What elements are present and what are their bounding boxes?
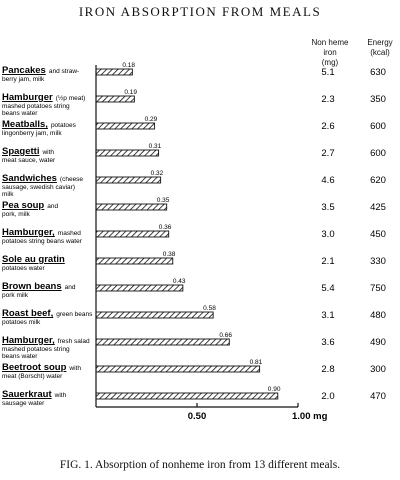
meal-row: [2, 359, 386, 380]
nonheme-iron-value: 2.6: [321, 121, 335, 132]
meal-detail: and straw-: [48, 68, 80, 75]
meal-detail: pork milk: [2, 292, 29, 299]
energy-value: 350: [370, 94, 386, 105]
meal-detail: fresh salad: [57, 338, 90, 345]
meal-label: [2, 335, 90, 346]
meal-detail: (cheese: [59, 176, 84, 183]
energy-column-header: Energy (kcal): [367, 38, 393, 57]
bar-value-label: 0.36: [158, 224, 172, 231]
meal-detail: beans water: [2, 353, 38, 360]
energy-value: 470: [370, 391, 386, 402]
meal-detail: and: [64, 284, 76, 291]
meal-detail: potatoes string beans water: [2, 238, 82, 245]
meal-name: Roast beef,: [2, 308, 54, 319]
bar: [96, 312, 213, 318]
bar: [96, 258, 173, 264]
meal-label: [2, 65, 79, 76]
meal-detail: with: [69, 365, 81, 372]
meal-row: [2, 305, 386, 326]
meal-row: [2, 386, 386, 407]
meal-name: Meatballs,: [2, 119, 48, 130]
chart-title: IRON ABSORPTION FROM MEALS: [78, 4, 322, 19]
meal-label: [2, 119, 77, 130]
bar: [96, 285, 183, 291]
meal-label: [2, 362, 81, 373]
energy-value: 600: [370, 121, 386, 132]
meal-detail: mashed potatoes string: [2, 103, 70, 110]
x-tick-label: 0.50: [187, 411, 207, 422]
meal-label: [2, 227, 81, 238]
bar-value-label: 0.29: [144, 116, 158, 123]
meal-detail: potatoes water: [2, 265, 45, 272]
bar-value-label: 0.19: [124, 89, 138, 96]
meal-detail: and: [47, 203, 59, 210]
bar: [96, 231, 169, 237]
meal-row: [2, 197, 386, 218]
meal-row: [2, 116, 386, 137]
energy-value: 620: [370, 175, 386, 186]
meal-row: [2, 143, 386, 164]
nonheme-iron-value: 4.6: [321, 175, 335, 186]
bar-value-label: 0.35: [156, 197, 170, 204]
bar-value-label: 0.31: [148, 143, 162, 150]
meal-detail: meat sauce, water: [2, 157, 56, 164]
meal-detail: green beans: [56, 311, 93, 318]
nonheme-iron-value: 3.1: [321, 310, 335, 321]
energy-value: 490: [370, 337, 386, 348]
bar-value-label: 0.18: [122, 62, 136, 69]
meal-detail: potatoes milk: [2, 319, 41, 326]
bar: [96, 366, 260, 372]
energy-value: 450: [370, 229, 386, 240]
nonheme-iron-value: 5.1: [321, 67, 335, 78]
meal-detail: mashed potatoes string: [2, 346, 70, 353]
energy-value: 480: [370, 310, 386, 321]
meal-name: Hamburger: [2, 92, 53, 103]
meal-detail: potatoes: [50, 122, 76, 129]
meal-label: [2, 146, 54, 157]
nonheme-iron-value: 2.8: [321, 364, 335, 375]
meal-detail: milk: [2, 191, 14, 198]
bar: [96, 204, 167, 210]
bar-value-label: 0.66: [219, 332, 232, 339]
meal-name: Beetroot soup: [2, 362, 67, 373]
meal-row: [2, 332, 386, 360]
meal-name: Pancakes: [2, 65, 46, 76]
figure-caption: FIG. 1. Absorption of nonheme iron from 13 different meals.: [59, 459, 341, 471]
bar-value-label: 0.38: [162, 251, 176, 258]
meal-detail: with: [54, 392, 67, 399]
nonheme-iron-value: 2.0: [321, 391, 335, 402]
x-tick-label: 1.00 mg: [292, 411, 328, 422]
meal-detail: mashed: [57, 230, 81, 237]
bar: [96, 150, 159, 156]
bar: [96, 393, 278, 399]
meal-row: [2, 278, 386, 299]
energy-value: 630: [370, 67, 386, 78]
meal-detail: beans water: [2, 110, 38, 117]
meal-name: Pea soup: [2, 200, 45, 211]
meal-detail: sausage, swedish caviar): [2, 184, 75, 191]
nonheme-iron-value: 5.4: [321, 283, 335, 294]
energy-value: 750: [370, 283, 386, 294]
energy-value: 425: [370, 202, 386, 213]
meal-name: Brown beans: [2, 281, 62, 292]
meal-row: [2, 251, 386, 272]
meal-row: [2, 170, 386, 198]
bar-value-label: 0.58: [203, 305, 216, 312]
meal-label: [2, 254, 65, 265]
bar: [96, 123, 155, 129]
meal-label: [2, 308, 93, 319]
meal-label: [2, 389, 67, 400]
bar: [96, 96, 134, 102]
meal-row: [2, 224, 386, 245]
bar-value-label: 0.81: [249, 359, 263, 366]
bar-value-label: 0.43: [172, 278, 186, 285]
energy-value: 600: [370, 148, 386, 159]
nonheme-iron-value: 3.5: [321, 202, 335, 213]
nonheme-iron-column-header: Non heme iron (mg): [311, 38, 349, 67]
meal-detail: berry jam, milk: [2, 76, 45, 83]
meal-label: [2, 92, 85, 103]
meal-detail: pork, milk: [2, 211, 30, 218]
bar-value-label: 0.32: [150, 170, 164, 177]
meal-label: [2, 173, 83, 184]
meal-detail: with: [42, 149, 55, 156]
meal-name: Sole au gratin: [2, 254, 65, 265]
meal-name: Sauerkraut: [2, 389, 52, 400]
bar: [96, 177, 161, 183]
bar: [96, 339, 229, 345]
meal-detail: meat (Borscht) water: [2, 373, 63, 380]
meal-detail: lingonberry jam, milk: [2, 130, 62, 137]
meal-row: [2, 62, 386, 83]
meal-name: Spagetti: [2, 146, 40, 157]
nonheme-iron-value: 3.0: [321, 229, 335, 240]
meal-label: [2, 200, 58, 211]
meal-name: Sandwiches: [2, 173, 57, 184]
meal-name: Hamburger,: [2, 227, 55, 238]
meal-detail: (½p meat): [55, 95, 86, 102]
meal-name: Hamburger,: [2, 335, 55, 346]
nonheme-iron-value: 2.3: [321, 94, 335, 105]
nonheme-iron-value: 2.7: [321, 148, 335, 159]
energy-value: 300: [370, 364, 386, 375]
energy-value: 330: [370, 256, 386, 267]
nonheme-iron-value: 3.6: [321, 337, 335, 348]
nonheme-iron-value: 2.1: [321, 256, 335, 267]
meal-label: [2, 281, 76, 292]
meal-row: [2, 89, 386, 117]
bar-value-label: 0.90: [267, 386, 281, 393]
bar: [96, 69, 132, 75]
meal-detail: sausage water: [2, 400, 45, 407]
